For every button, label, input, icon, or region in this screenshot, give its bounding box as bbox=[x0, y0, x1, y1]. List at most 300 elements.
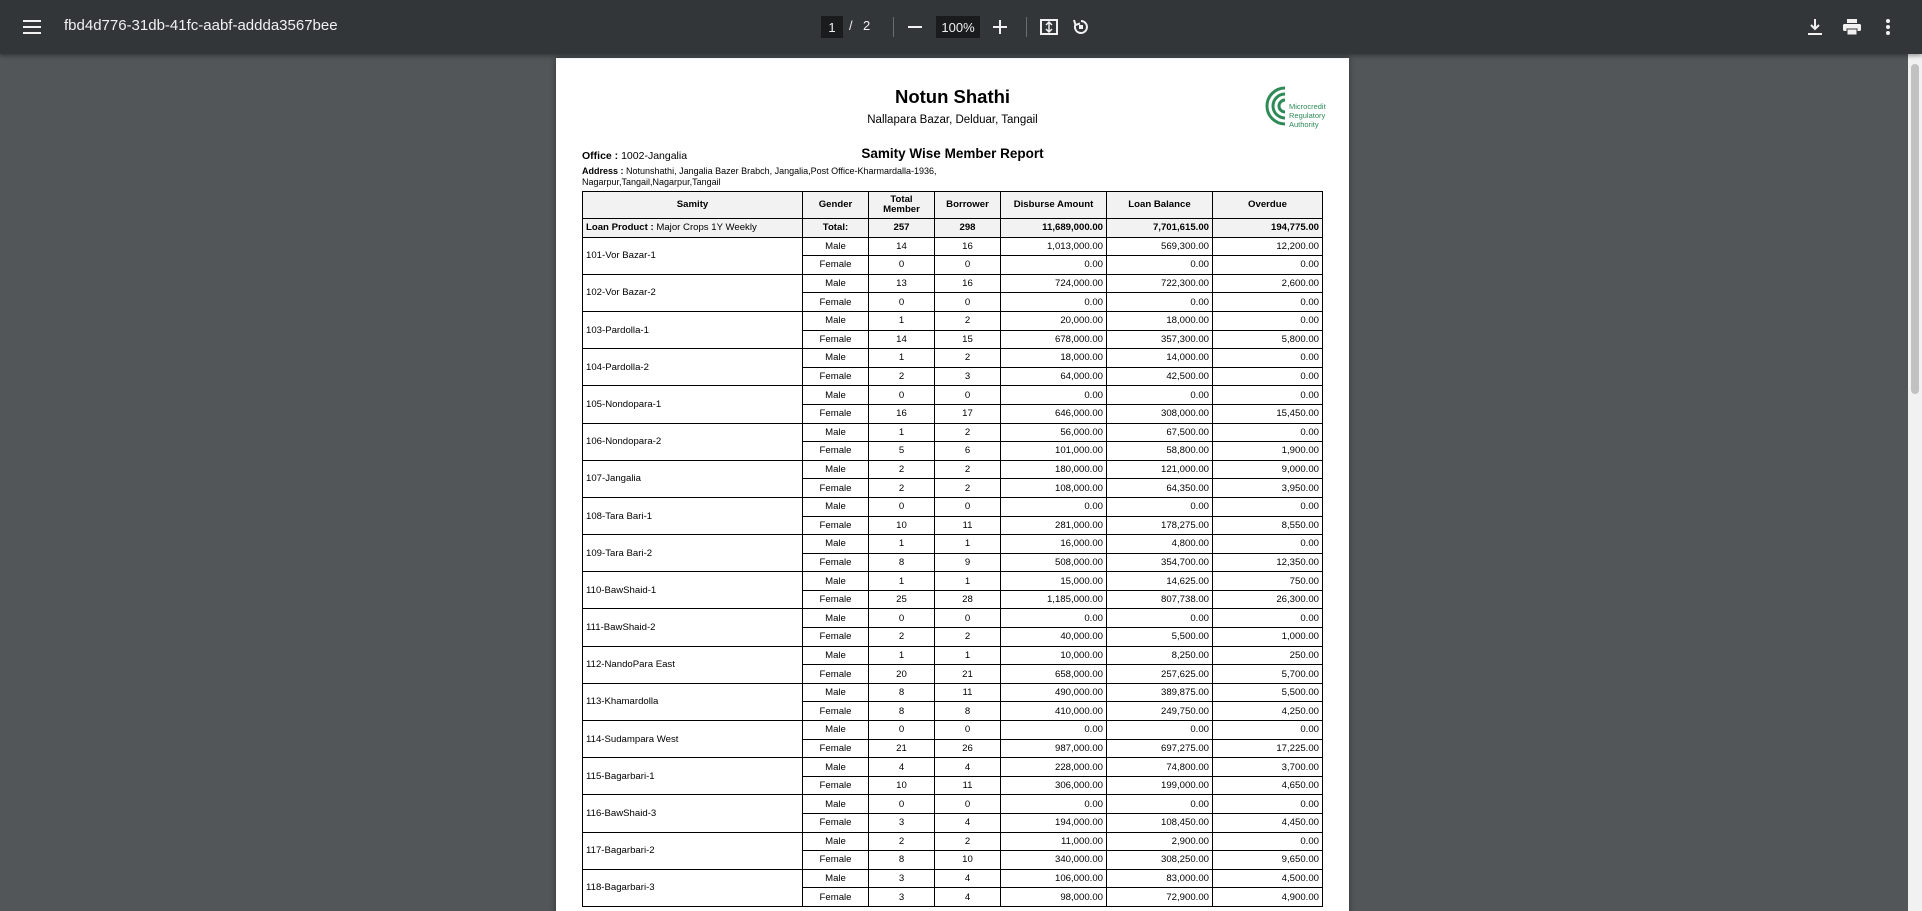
page-separator: / bbox=[849, 18, 853, 33]
overdue-cell: 15,450.00 bbox=[1213, 404, 1323, 423]
loan-balance-cell: 257,625.00 bbox=[1107, 665, 1213, 684]
gender-cell: Male bbox=[803, 609, 869, 628]
loan-balance-cell: 389,875.00 bbox=[1107, 683, 1213, 702]
report-title: Samity Wise Member Report bbox=[861, 146, 1044, 161]
gender-cell: Female bbox=[803, 888, 869, 907]
table-row bbox=[583, 869, 1323, 888]
address-info bbox=[582, 166, 1002, 188]
table-row bbox=[583, 460, 1323, 479]
total-label: Total: bbox=[803, 219, 869, 238]
borrower-cell: 15 bbox=[935, 330, 1001, 349]
total-member-cell: 8 bbox=[869, 683, 935, 702]
overdue-cell: 12,200.00 bbox=[1213, 237, 1323, 256]
gender-cell: Female bbox=[803, 702, 869, 721]
overdue-cell: 4,500.00 bbox=[1213, 869, 1323, 888]
loan-balance-cell: 83,000.00 bbox=[1107, 869, 1213, 888]
print-icon bbox=[1843, 19, 1861, 35]
total-member-cell: 2 bbox=[869, 460, 935, 479]
column-header: Loan Balance bbox=[1107, 192, 1213, 219]
gender-cell: Female bbox=[803, 442, 869, 461]
borrower-cell: 4 bbox=[935, 758, 1001, 777]
samity-name-cell: 107-Jangalia bbox=[583, 460, 803, 497]
page-number-input[interactable]: 1 bbox=[821, 16, 843, 38]
total-member-cell: 1 bbox=[869, 311, 935, 330]
loan-balance-cell: 308,250.00 bbox=[1107, 851, 1213, 870]
download-icon bbox=[1808, 19, 1822, 35]
table-row bbox=[583, 497, 1323, 516]
loan-balance-cell: 4,800.00 bbox=[1107, 535, 1213, 554]
loan-product-cell bbox=[583, 219, 803, 238]
borrower-cell: 4 bbox=[935, 814, 1001, 833]
overdue-cell: 0.00 bbox=[1213, 293, 1323, 312]
loan-balance-cell: 0.00 bbox=[1107, 497, 1213, 516]
overdue-cell: 3,700.00 bbox=[1213, 758, 1323, 777]
overdue-cell: 0.00 bbox=[1213, 795, 1323, 814]
borrower-cell: 0 bbox=[935, 721, 1001, 740]
overdue-cell: 0.00 bbox=[1213, 832, 1323, 851]
gender-cell: Female bbox=[803, 628, 869, 647]
disburse-amount-cell: 11,000.00 bbox=[1001, 832, 1107, 851]
total-member-cell: 0 bbox=[869, 386, 935, 405]
overdue-cell: 0.00 bbox=[1213, 609, 1323, 628]
total-member-cell: 2 bbox=[869, 367, 935, 386]
total-member: 257 bbox=[869, 219, 935, 238]
overdue-cell: 0.00 bbox=[1213, 497, 1323, 516]
gender-cell: Female bbox=[803, 404, 869, 423]
samity-name-cell: 115-Bagarbari-1 bbox=[583, 758, 803, 795]
samity-name-cell: 117-Bagarbari-2 bbox=[583, 832, 803, 869]
table-row bbox=[583, 646, 1323, 665]
borrower-cell: 1 bbox=[935, 572, 1001, 591]
disburse-amount-cell: 987,000.00 bbox=[1001, 739, 1107, 758]
total-borrower: 298 bbox=[935, 219, 1001, 238]
total-member-cell: 13 bbox=[869, 274, 935, 293]
logo-text bbox=[1289, 102, 1326, 129]
gender-cell: Male bbox=[803, 237, 869, 256]
disburse-amount-cell: 10,000.00 bbox=[1001, 646, 1107, 665]
borrower-cell: 2 bbox=[935, 628, 1001, 647]
samity-name-cell: 101-Vor Bazar-1 bbox=[583, 237, 803, 274]
loan-product-value: Major Crops 1Y Weekly bbox=[656, 222, 757, 234]
table-row bbox=[583, 274, 1323, 293]
member-report-table bbox=[582, 191, 1323, 907]
borrower-cell: 11 bbox=[935, 776, 1001, 795]
gender-cell: Female bbox=[803, 367, 869, 386]
scrollbar-thumb[interactable] bbox=[1911, 64, 1919, 394]
overdue-cell: 9,650.00 bbox=[1213, 851, 1323, 870]
total-member-cell: 10 bbox=[869, 776, 935, 795]
borrower-cell: 0 bbox=[935, 609, 1001, 628]
overdue-cell: 4,650.00 bbox=[1213, 776, 1323, 795]
logo-text-line: Microcredit bbox=[1289, 102, 1326, 111]
loan-balance-cell: 8,250.00 bbox=[1107, 646, 1213, 665]
gender-cell: Male bbox=[803, 497, 869, 516]
total-balance: 7,701,615.00 bbox=[1107, 219, 1213, 238]
gender-cell: Male bbox=[803, 274, 869, 293]
loan-balance-cell: 0.00 bbox=[1107, 609, 1213, 628]
loan-balance-cell: 58,800.00 bbox=[1107, 442, 1213, 461]
samity-name-cell: 114-Sudampara West bbox=[583, 721, 803, 758]
borrower-cell: 3 bbox=[935, 367, 1001, 386]
download-button[interactable] bbox=[1799, 11, 1831, 43]
overdue-cell: 250.00 bbox=[1213, 646, 1323, 665]
table-header-row bbox=[583, 192, 1323, 219]
gender-cell: Male bbox=[803, 535, 869, 554]
gender-cell: Female bbox=[803, 553, 869, 572]
total-member-cell: 0 bbox=[869, 293, 935, 312]
disburse-amount-cell: 64,000.00 bbox=[1001, 367, 1107, 386]
borrower-cell: 2 bbox=[935, 479, 1001, 498]
disburse-amount-cell: 646,000.00 bbox=[1001, 404, 1107, 423]
borrower-cell: 9 bbox=[935, 553, 1001, 572]
total-member-cell: 8 bbox=[869, 702, 935, 721]
total-member-cell: 4 bbox=[869, 758, 935, 777]
overdue-cell: 5,700.00 bbox=[1213, 665, 1323, 684]
borrower-cell: 2 bbox=[935, 349, 1001, 368]
logo-text-line: Authority bbox=[1289, 120, 1319, 129]
overdue-cell: 5,800.00 bbox=[1213, 330, 1323, 349]
borrower-cell: 26 bbox=[935, 739, 1001, 758]
overdue-cell: 26,300.00 bbox=[1213, 590, 1323, 609]
zoom-level-input[interactable]: 100% bbox=[936, 16, 980, 38]
samity-name-cell: 118-Bagarbari-3 bbox=[583, 869, 803, 906]
samity-name-cell: 108-Tara Bari-1 bbox=[583, 497, 803, 534]
total-member-cell: 1 bbox=[869, 535, 935, 554]
borrower-cell: 0 bbox=[935, 256, 1001, 275]
column-header: Disburse Amount bbox=[1001, 192, 1107, 219]
overdue-cell: 0.00 bbox=[1213, 386, 1323, 405]
organization-name: Notun Shathi bbox=[894, 86, 1011, 107]
loan-balance-cell: 2,900.00 bbox=[1107, 832, 1213, 851]
gender-cell: Male bbox=[803, 795, 869, 814]
gender-cell: Male bbox=[803, 311, 869, 330]
gender-cell: Female bbox=[803, 739, 869, 758]
overdue-cell: 1,900.00 bbox=[1213, 442, 1323, 461]
overdue-cell: 4,450.00 bbox=[1213, 814, 1323, 833]
disburse-amount-cell: 0.00 bbox=[1001, 293, 1107, 312]
overdue-cell: 1,000.00 bbox=[1213, 628, 1323, 647]
overdue-cell: 0.00 bbox=[1213, 311, 1323, 330]
loan-balance-cell: 0.00 bbox=[1107, 386, 1213, 405]
total-member-cell: 21 bbox=[869, 739, 935, 758]
toolbar-divider bbox=[1026, 17, 1027, 37]
overdue-cell: 0.00 bbox=[1213, 535, 1323, 554]
samity-name-cell: 112-NandoPara East bbox=[583, 646, 803, 683]
gender-cell: Female bbox=[803, 590, 869, 609]
disburse-amount-cell: 194,000.00 bbox=[1001, 814, 1107, 833]
disburse-amount-cell: 18,000.00 bbox=[1001, 349, 1107, 368]
disburse-amount-cell: 281,000.00 bbox=[1001, 516, 1107, 535]
gender-cell: Female bbox=[803, 851, 869, 870]
borrower-cell: 0 bbox=[935, 293, 1001, 312]
loan-balance-cell: 74,800.00 bbox=[1107, 758, 1213, 777]
address-label: Address : bbox=[582, 166, 624, 176]
table-row bbox=[583, 795, 1323, 814]
loan-balance-cell: 64,350.00 bbox=[1107, 479, 1213, 498]
zoom-out-button[interactable] bbox=[899, 11, 931, 43]
disburse-amount-cell: 1,185,000.00 bbox=[1001, 590, 1107, 609]
overdue-cell: 750.00 bbox=[1213, 572, 1323, 591]
samity-name-cell: 109-Tara Bari-2 bbox=[583, 535, 803, 572]
borrower-cell: 0 bbox=[935, 795, 1001, 814]
borrower-cell: 17 bbox=[935, 404, 1001, 423]
total-member-cell: 1 bbox=[869, 572, 935, 591]
total-member-cell: 14 bbox=[869, 330, 935, 349]
overdue-cell: 12,350.00 bbox=[1213, 553, 1323, 572]
overdue-cell: 2,600.00 bbox=[1213, 274, 1323, 293]
borrower-cell: 2 bbox=[935, 832, 1001, 851]
loan-balance-cell: 357,300.00 bbox=[1107, 330, 1213, 349]
total-member-cell: 2 bbox=[869, 479, 935, 498]
borrower-cell: 0 bbox=[935, 497, 1001, 516]
overdue-cell: 8,550.00 bbox=[1213, 516, 1323, 535]
disburse-amount-cell: 16,000.00 bbox=[1001, 535, 1107, 554]
borrower-cell: 4 bbox=[935, 888, 1001, 907]
fit-page-icon bbox=[1040, 19, 1058, 35]
pdf-page bbox=[556, 58, 1349, 911]
gender-cell: Male bbox=[803, 386, 869, 405]
borrower-cell: 6 bbox=[935, 442, 1001, 461]
loan-balance-cell: 42,500.00 bbox=[1107, 367, 1213, 386]
vertical-scrollbar[interactable] bbox=[1908, 54, 1922, 911]
minus-icon bbox=[908, 20, 922, 34]
more-vert-icon bbox=[1886, 19, 1890, 35]
total-member-cell: 0 bbox=[869, 721, 935, 740]
borrower-cell: 8 bbox=[935, 702, 1001, 721]
loan-balance-cell: 14,000.00 bbox=[1107, 349, 1213, 368]
gender-cell: Male bbox=[803, 869, 869, 888]
disburse-amount-cell: 15,000.00 bbox=[1001, 572, 1107, 591]
disburse-amount-cell: 724,000.00 bbox=[1001, 274, 1107, 293]
disburse-amount-cell: 0.00 bbox=[1001, 256, 1107, 275]
document-title: fbd4d776-31db-41fc-aabf-addda3567bee bbox=[64, 17, 338, 34]
loan-balance-cell: 5,500.00 bbox=[1107, 628, 1213, 647]
disburse-amount-cell: 108,000.00 bbox=[1001, 479, 1107, 498]
disburse-amount-cell: 98,000.00 bbox=[1001, 888, 1107, 907]
disburse-amount-cell: 678,000.00 bbox=[1001, 330, 1107, 349]
total-overdue: 194,775.00 bbox=[1213, 219, 1323, 238]
table-row bbox=[583, 758, 1323, 777]
gender-cell: Male bbox=[803, 758, 869, 777]
gender-cell: Female bbox=[803, 479, 869, 498]
overdue-cell: 0.00 bbox=[1213, 721, 1323, 740]
loan-balance-cell: 0.00 bbox=[1107, 795, 1213, 814]
disburse-amount-cell: 0.00 bbox=[1001, 497, 1107, 516]
borrower-cell: 21 bbox=[935, 665, 1001, 684]
total-member-cell: 8 bbox=[869, 851, 935, 870]
total-disburse: 11,689,000.00 bbox=[1001, 219, 1107, 238]
samity-name-cell: 103-Pardolla-1 bbox=[583, 311, 803, 348]
address-value: Notunshathi, Jangalia Bazer Brabch, Jangalia,Post Office-Kharmardalla-1936, Nagarpur,Tangail,Nagarpur,Tangail bbox=[582, 166, 937, 187]
rotate-button[interactable] bbox=[1065, 11, 1097, 43]
samity-name-cell: 116-BawShaid-3 bbox=[583, 795, 803, 832]
borrower-cell: 11 bbox=[935, 516, 1001, 535]
loan-balance-cell: 697,275.00 bbox=[1107, 739, 1213, 758]
disburse-amount-cell: 40,000.00 bbox=[1001, 628, 1107, 647]
samity-name-cell: 105-Nondopara-1 bbox=[583, 386, 803, 423]
disburse-amount-cell: 0.00 bbox=[1001, 795, 1107, 814]
borrower-cell: 2 bbox=[935, 423, 1001, 442]
overdue-cell: 17,225.00 bbox=[1213, 739, 1323, 758]
total-member-cell: 10 bbox=[869, 516, 935, 535]
borrower-cell: 2 bbox=[935, 311, 1001, 330]
table-row bbox=[583, 683, 1323, 702]
total-member-cell: 2 bbox=[869, 832, 935, 851]
zoom-in-button[interactable] bbox=[984, 11, 1016, 43]
toolbar-divider bbox=[893, 17, 894, 37]
borrower-cell: 10 bbox=[935, 851, 1001, 870]
borrower-cell: 16 bbox=[935, 237, 1001, 256]
disburse-amount-cell: 101,000.00 bbox=[1001, 442, 1107, 461]
loan-balance-cell: 807,738.00 bbox=[1107, 590, 1213, 609]
disburse-amount-cell: 658,000.00 bbox=[1001, 665, 1107, 684]
table-row bbox=[583, 721, 1323, 740]
disburse-amount-cell: 0.00 bbox=[1001, 721, 1107, 740]
print-button[interactable] bbox=[1836, 11, 1868, 43]
overdue-cell: 0.00 bbox=[1213, 423, 1323, 442]
total-member-cell: 25 bbox=[869, 590, 935, 609]
disburse-amount-cell: 106,000.00 bbox=[1001, 869, 1107, 888]
gender-cell: Male bbox=[803, 646, 869, 665]
gender-cell: Male bbox=[803, 721, 869, 740]
gender-cell: Male bbox=[803, 349, 869, 368]
overdue-cell: 0.00 bbox=[1213, 367, 1323, 386]
fit-page-button[interactable] bbox=[1033, 11, 1065, 43]
column-header: Total Member bbox=[869, 192, 935, 219]
column-header: Samity bbox=[583, 192, 803, 219]
gender-cell: Female bbox=[803, 256, 869, 275]
disburse-amount-cell: 340,000.00 bbox=[1001, 851, 1107, 870]
loan-balance-cell: 67,500.00 bbox=[1107, 423, 1213, 442]
gender-cell: Male bbox=[803, 460, 869, 479]
loan-product-label: Loan Product : bbox=[586, 222, 654, 234]
borrower-cell: 11 bbox=[935, 683, 1001, 702]
loan-balance-cell: 121,000.00 bbox=[1107, 460, 1213, 479]
total-member-cell: 0 bbox=[869, 497, 935, 516]
disburse-amount-cell: 180,000.00 bbox=[1001, 460, 1107, 479]
disburse-amount-cell: 228,000.00 bbox=[1001, 758, 1107, 777]
loan-balance-cell: 14,625.00 bbox=[1107, 572, 1213, 591]
gender-cell: Male bbox=[803, 572, 869, 591]
samity-name-cell: 111-BawShaid-2 bbox=[583, 609, 803, 646]
column-header: Gender bbox=[803, 192, 869, 219]
total-member-cell: 3 bbox=[869, 888, 935, 907]
disburse-amount-cell: 1,013,000.00 bbox=[1001, 237, 1107, 256]
table-row bbox=[583, 535, 1323, 554]
total-member-cell: 1 bbox=[869, 646, 935, 665]
gender-cell: Male bbox=[803, 832, 869, 851]
total-member-cell: 0 bbox=[869, 795, 935, 814]
borrower-cell: 0 bbox=[935, 386, 1001, 405]
loan-balance-cell: 249,750.00 bbox=[1107, 702, 1213, 721]
disburse-amount-cell: 0.00 bbox=[1001, 609, 1107, 628]
samity-name-cell: 106-Nondopara-2 bbox=[583, 423, 803, 460]
overdue-cell: 0.00 bbox=[1213, 256, 1323, 275]
gender-cell: Female bbox=[803, 516, 869, 535]
loan-balance-cell: 108,450.00 bbox=[1107, 814, 1213, 833]
pdf-toolbar bbox=[0, 0, 1922, 54]
total-member-cell: 20 bbox=[869, 665, 935, 684]
column-header: Borrower bbox=[935, 192, 1001, 219]
overdue-cell: 4,250.00 bbox=[1213, 702, 1323, 721]
samity-name-cell: 102-Vor Bazar-2 bbox=[583, 274, 803, 311]
loan-balance-cell: 199,000.00 bbox=[1107, 776, 1213, 795]
gender-cell: Female bbox=[803, 814, 869, 833]
total-member-cell: 0 bbox=[869, 609, 935, 628]
loan-balance-cell: 18,000.00 bbox=[1107, 311, 1213, 330]
table-row bbox=[583, 237, 1323, 256]
borrower-cell: 2 bbox=[935, 460, 1001, 479]
borrower-cell: 1 bbox=[935, 535, 1001, 554]
disburse-amount-cell: 306,000.00 bbox=[1001, 776, 1107, 795]
table-row bbox=[583, 609, 1323, 628]
loan-balance-cell: 354,700.00 bbox=[1107, 553, 1213, 572]
loan-balance-cell: 0.00 bbox=[1107, 293, 1213, 312]
disburse-amount-cell: 0.00 bbox=[1001, 386, 1107, 405]
loan-balance-cell: 569,300.00 bbox=[1107, 237, 1213, 256]
table-row bbox=[583, 572, 1323, 591]
samity-name-cell: 113-Khamardolla bbox=[583, 683, 803, 720]
column-header: Overdue bbox=[1213, 192, 1323, 219]
samity-name-cell: 104-Pardolla-2 bbox=[583, 349, 803, 386]
loan-balance-cell: 72,900.00 bbox=[1107, 888, 1213, 907]
loan-balance-cell: 178,275.00 bbox=[1107, 516, 1213, 535]
logo-text-line: Regulatory bbox=[1289, 111, 1326, 120]
total-member-cell: 1 bbox=[869, 349, 935, 368]
overdue-cell: 3,950.00 bbox=[1213, 479, 1323, 498]
plus-icon bbox=[993, 20, 1007, 34]
samity-name-cell: 110-BawShaid-1 bbox=[583, 572, 803, 609]
total-member-cell: 5 bbox=[869, 442, 935, 461]
loan-balance-cell: 0.00 bbox=[1107, 256, 1213, 275]
gender-cell: Male bbox=[803, 423, 869, 442]
menu-icon bbox=[23, 20, 41, 34]
gender-cell: Female bbox=[803, 665, 869, 684]
loan-balance-cell: 0.00 bbox=[1107, 721, 1213, 740]
borrower-cell: 28 bbox=[935, 590, 1001, 609]
overdue-cell: 0.00 bbox=[1213, 349, 1323, 368]
gender-cell: Female bbox=[803, 776, 869, 795]
loan-balance-cell: 722,300.00 bbox=[1107, 274, 1213, 293]
gender-cell: Female bbox=[803, 330, 869, 349]
borrower-cell: 1 bbox=[935, 646, 1001, 665]
total-row bbox=[583, 219, 1323, 238]
disburse-amount-cell: 508,000.00 bbox=[1001, 553, 1107, 572]
table-row bbox=[583, 349, 1323, 368]
total-member-cell: 3 bbox=[869, 814, 935, 833]
more-options-button[interactable] bbox=[1872, 11, 1904, 43]
overdue-cell: 5,500.00 bbox=[1213, 683, 1323, 702]
table-row bbox=[583, 423, 1323, 442]
total-member-cell: 1 bbox=[869, 423, 935, 442]
disburse-amount-cell: 56,000.00 bbox=[1001, 423, 1107, 442]
table-row bbox=[583, 311, 1323, 330]
borrower-cell: 16 bbox=[935, 274, 1001, 293]
table-row bbox=[583, 832, 1323, 851]
gender-cell: Female bbox=[803, 293, 869, 312]
borrower-cell: 4 bbox=[935, 869, 1001, 888]
table-row bbox=[583, 386, 1323, 405]
total-member-cell: 8 bbox=[869, 553, 935, 572]
office-value: 1002-Jangalia bbox=[621, 150, 688, 162]
disburse-amount-cell: 490,000.00 bbox=[1001, 683, 1107, 702]
gender-cell: Male bbox=[803, 683, 869, 702]
menu-button[interactable] bbox=[16, 11, 48, 43]
total-member-cell: 3 bbox=[869, 869, 935, 888]
total-pages: 2 bbox=[863, 18, 871, 33]
loan-balance-cell: 308,000.00 bbox=[1107, 404, 1213, 423]
overdue-cell: 4,900.00 bbox=[1213, 888, 1323, 907]
